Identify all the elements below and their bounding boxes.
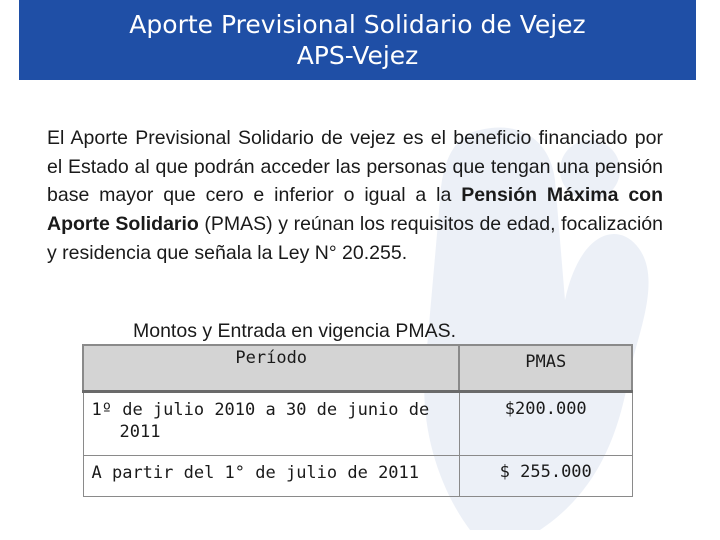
title-bar bbox=[19, 0, 696, 80]
table-row bbox=[83, 392, 632, 456]
description-paragraph bbox=[47, 124, 663, 268]
pmas-term: Pensión Máxima con Aporte Solidario bbox=[47, 184, 664, 236]
period-text: 1º de julio 2010 a 30 de junio de bbox=[91, 400, 430, 420]
description-text-end: (PMAS) y reúnan los requisitos de edad, focalización y residencia que señala la Ley N° 20.255. bbox=[47, 213, 663, 264]
amount-cell: $ 255.000 bbox=[459, 456, 632, 497]
table-header-row bbox=[83, 345, 632, 392]
page-subtitle: APS-Vejez bbox=[296, 41, 419, 70]
column-header-pmas: PMAS bbox=[459, 345, 632, 392]
column-header-period: Período bbox=[83, 345, 459, 392]
description-text: El Aporte Previsional Solidario de vejez es el beneficio financiado por el Estado al que podrán acceder las personas que tengan una pensión base mayor que cero e inferior o igual a la bbox=[47, 127, 663, 207]
table-caption: Montos y Entrada en vigencia PMAS. bbox=[133, 320, 456, 342]
period-cell bbox=[83, 392, 459, 456]
page-title: Aporte Previsional Solidario de Vejez bbox=[129, 10, 586, 39]
table-row bbox=[83, 456, 632, 497]
pmas-table bbox=[82, 344, 633, 497]
period-text-continued: 2011 bbox=[119, 422, 161, 442]
period-cell: A partir del 1° de julio de 2011 bbox=[83, 456, 459, 497]
amount-cell: $200.000 bbox=[459, 392, 632, 456]
